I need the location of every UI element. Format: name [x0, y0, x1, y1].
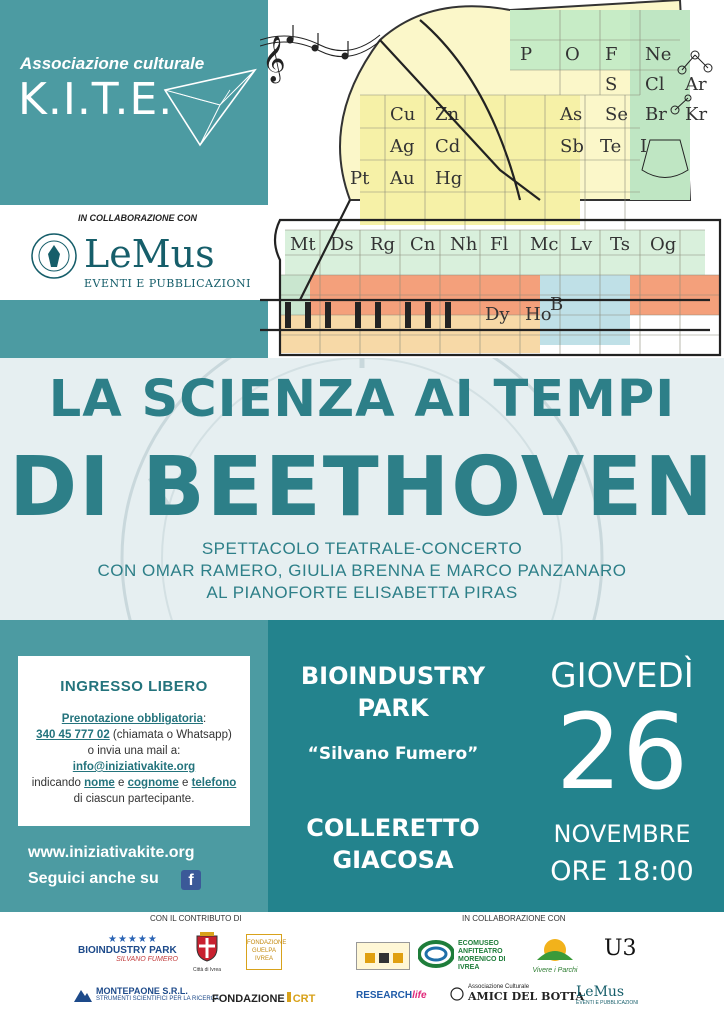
email-link[interactable]: info@iniziativakite.org	[72, 761, 196, 773]
amici-emblem-icon	[450, 986, 464, 1002]
event-subtitle	[0, 538, 724, 604]
amici-name: AMICI DEL BOTTA	[468, 990, 585, 1003]
field-surname: cognome	[127, 777, 179, 789]
and-text: e	[181, 777, 189, 789]
element-ds: Ds	[330, 234, 354, 255]
element-br: Br	[645, 104, 667, 125]
indicating-text: indicando	[31, 777, 81, 789]
title-band	[0, 358, 724, 620]
ivrea-label: Città di Ivrea	[192, 967, 222, 973]
kite-title: K.I.T.E.	[18, 74, 174, 125]
bioindustry-name: BIOINDUSTRY PARK	[78, 945, 177, 956]
bioindustry-logo	[78, 934, 178, 963]
event-month: NOVEMBRE	[553, 820, 691, 848]
town-line: GIACOSA	[332, 846, 454, 874]
lemus-footer-logo	[576, 984, 638, 1006]
field-name: nome	[84, 777, 115, 789]
ivrea-crest-icon	[195, 932, 219, 962]
venue-name	[268, 660, 518, 724]
research-life-text: life	[412, 990, 427, 1001]
element-sb: Sb	[560, 136, 584, 157]
ecomuseo-name: ECOMUSEO ANFITEATRO MORENICO DI IVREA	[458, 940, 506, 971]
montepaone-sub: STRUMENTI SCIENTIFICI PER LA RICERCA	[96, 996, 220, 1002]
page-title-line2: DI BEETHOVEN	[9, 440, 715, 535]
element-ar: Ar	[685, 74, 707, 95]
element-b: B	[550, 294, 564, 315]
field-phone: telefono	[191, 777, 237, 789]
element-se: Se	[605, 104, 628, 125]
vivere-parchi-name: Vivere i Parchi	[532, 967, 578, 974]
crt-logo	[212, 992, 315, 1005]
lemus-footer-sub: EVENTI E PUBBLICAZIONI	[576, 1000, 639, 1006]
event-day-number: 26	[555, 691, 689, 813]
subtitle-line: CON OMAR RAMERO, GIULIA BRENNA E MARCO PANZANARO	[97, 561, 627, 580]
element-o: O	[565, 44, 580, 65]
subtitle-line: AL PIANOFORTE ELISABETTA PIRAS	[206, 583, 518, 602]
element-kr: Kr	[685, 104, 708, 125]
element-hg: Hg	[435, 168, 463, 189]
element-cd: Cd	[435, 136, 461, 157]
element-og: Og	[650, 234, 677, 255]
lemus-seal-icon	[30, 232, 78, 280]
crt-fondazione: FONDAZIONE	[212, 993, 285, 1005]
element-cl: Cl	[645, 74, 665, 95]
kite-subtitle: Associazione culturale	[20, 54, 205, 73]
lemus-footer-name: LeMus	[576, 984, 625, 1000]
collab-sponsor-label: IN COLLABORAZIONE CON	[462, 914, 566, 923]
phone-note: (chiamata o Whatsapp)	[112, 729, 232, 741]
booking-box	[18, 656, 250, 826]
piano-periodic-illustration	[260, 0, 724, 358]
bioindustry-sub: SILVANO FUMERO	[116, 956, 178, 963]
element-mt: Mt	[290, 234, 316, 255]
booking-details: Prenotazione obbligatoria: 340 45 777 02 (chiamata o Whatsapp) o invia una mail a: info@iniziativakite.org indicando nome e cognome e telefono di ciascun partecipante.	[18, 711, 250, 807]
crt-name: CRT	[292, 993, 316, 1005]
free-entry-heading: INGRESSO LIBERO	[60, 678, 208, 695]
element-rg: Rg	[370, 234, 396, 255]
element-te: Te	[600, 136, 622, 157]
element-dy: Dy	[485, 304, 510, 325]
town-line: COLLERETTO	[306, 814, 480, 842]
collab-label: IN COLLABORAZIONE CON	[78, 213, 197, 223]
contrib-label: CON IL CONTRIBUTO DI	[150, 914, 242, 923]
kite-panel-bottom	[0, 300, 268, 358]
lemus-logo-sub: EVENTI E PUBBLICAZIONI	[84, 277, 251, 290]
amici-pre: Associazione Culturale	[468, 984, 530, 990]
element-ho: Ho	[525, 304, 552, 325]
and-text: e	[118, 777, 125, 789]
element-cu: Cu	[390, 104, 416, 125]
research-text: RESEARCH	[356, 990, 413, 1001]
u3-logo: U3	[604, 936, 637, 961]
booking-label: Prenotazione obbligatoria	[61, 713, 203, 725]
subtitle-line: SPETTACOLO TEATRALE-CONCERTO	[201, 539, 523, 558]
element-f: F	[605, 44, 618, 65]
element-zn: Zn	[435, 104, 460, 125]
vivere-parchi-icon	[535, 936, 575, 962]
element-au: Au	[390, 168, 415, 189]
event-time: ORE 18:00	[550, 856, 694, 887]
treble-clef-icon: 𝄞	[262, 36, 286, 82]
element-cn: Cn	[410, 234, 436, 255]
element-p: P	[520, 44, 533, 65]
page-title-line1: LA SCIENZA AI TEMPI	[48, 370, 676, 429]
ecomuseo-logo	[418, 940, 528, 972]
guelpa-logo: FONDAZIONE GUELPA IVREA	[246, 934, 282, 970]
website-link[interactable]: www.iniziativakite.org	[28, 844, 195, 861]
mail-intro: o invia una mail a:	[87, 745, 181, 757]
element-nh: Nh	[450, 234, 478, 255]
ecomuseo-icon	[418, 940, 454, 968]
element-ts: Ts	[610, 234, 630, 255]
vivere-parchi-logo	[530, 936, 580, 974]
per-participant: di ciascun partecipante.	[73, 793, 195, 805]
sponsor-footer	[0, 912, 724, 1024]
lemus-logo-name: LeMus	[84, 232, 215, 276]
montepaone-logo	[74, 986, 234, 1002]
amici-botta-logo	[450, 984, 584, 1003]
phone-link[interactable]: 340 45 777 02	[36, 729, 110, 741]
venue-town	[268, 812, 518, 876]
info-band	[0, 620, 724, 912]
kite-icon	[160, 60, 260, 150]
follow-text: Seguici anche su	[28, 870, 159, 887]
header-band	[0, 0, 724, 358]
element-as: As	[560, 104, 583, 125]
element-i: I	[640, 136, 648, 157]
venue-dedication: “Silvano Fumero”	[307, 744, 479, 764]
element-ne: Ne	[645, 44, 672, 65]
element-mc: Mc	[530, 234, 559, 255]
venue-line: BIOINDUSTRY	[300, 662, 486, 690]
element-pt: Pt	[350, 168, 370, 189]
element-s: S	[605, 74, 618, 95]
venue-line: PARK	[357, 694, 429, 722]
montepaone-name: MONTEPAONE S.R.L.	[96, 986, 188, 996]
montepaone-mountain-icon	[74, 986, 92, 1004]
element-fl: Fl	[490, 234, 509, 255]
element-lv: Lv	[570, 234, 593, 255]
element-ag: Ag	[390, 136, 415, 157]
ivrea-logo	[192, 932, 222, 973]
event-weekday: GIOVEDÌ	[550, 656, 694, 696]
research-life-logo	[356, 990, 427, 1001]
facebook-icon[interactable]: f	[181, 870, 201, 890]
contemporary-art-logo	[356, 942, 410, 970]
stars-icon: ★★★★★	[108, 934, 158, 945]
